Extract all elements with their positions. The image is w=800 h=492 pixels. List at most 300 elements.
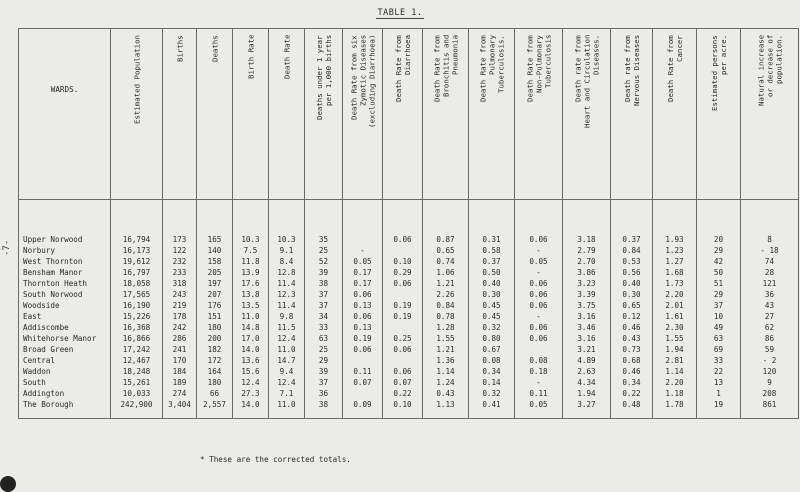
spacer-cell [653,410,697,419]
value-cell: 242,900 [111,399,163,410]
value-cell: 17.0 [233,333,269,344]
value-cell: 1.68 [653,267,697,278]
value-cell: 0.07 [383,377,423,388]
value-cell: 3.75 [563,300,611,311]
value-cell: 0.40 [469,278,515,289]
value-cell: 0.46 [611,366,653,377]
value-cell: 0.37 [611,234,653,245]
column-header-label: Birth Rate [246,35,255,80]
value-cell: 11.8 [233,256,269,267]
ward-name-cell: West Thornton [19,256,111,267]
value-cell: 0.34 [469,366,515,377]
value-cell: 180 [197,377,233,388]
value-cell: 3.86 [563,267,611,278]
value-cell: 11.4 [269,300,305,311]
value-cell: 0.06 [515,322,563,333]
value-cell: 16,866 [111,333,163,344]
column-header-label: Death Rate [282,35,291,80]
value-cell: 13.5 [233,300,269,311]
value-cell: 0.06 [383,344,423,355]
value-cell: 1.36 [423,355,469,366]
value-cell: - [515,377,563,388]
value-cell: 0.17 [343,278,383,289]
value-cell: 241 [163,344,197,355]
spacer-cell [423,410,469,419]
value-cell: 10.3 [233,234,269,245]
table-row [19,399,799,410]
value-cell: 74 [741,256,799,267]
column-header-label: Death Rate from Bronchitis and Pneumonia [432,35,459,102]
table-row [19,333,799,344]
value-cell [343,388,383,399]
spacer-cell [515,410,563,419]
ward-name-cell: Central [19,355,111,366]
ward-name-cell: Upper Norwood [19,234,111,245]
value-cell: - [515,311,563,322]
value-cell: 0.25 [383,333,423,344]
value-cell: 0.11 [515,388,563,399]
value-cell: 176 [197,300,233,311]
value-cell: 0.06 [515,289,563,300]
value-cell: 1.28 [423,322,469,333]
value-cell: 16,797 [111,267,163,278]
value-cell: 37 [305,300,343,311]
value-cell: 0.05 [343,256,383,267]
value-cell: 232 [163,256,197,267]
column-header [653,29,697,200]
spacer-cell [111,410,163,419]
table-row [19,256,799,267]
column-header [563,29,611,200]
value-cell: 200 [197,333,233,344]
spacer-cell [383,200,423,235]
value-cell: 33 [305,322,343,333]
value-cell [383,245,423,256]
value-cell: 2.70 [563,256,611,267]
spacer-cell [197,200,233,235]
value-cell: 0.07 [343,377,383,388]
value-cell: 0.65 [423,245,469,256]
value-cell: 2.26 [423,289,469,300]
value-cell: 286 [163,333,197,344]
value-cell: 1.06 [423,267,469,278]
ward-name-cell: Bensham Manor [19,267,111,278]
value-cell: 16,173 [111,245,163,256]
value-cell: 0.65 [611,300,653,311]
spacer-cell [563,410,611,419]
table-row [19,388,799,399]
value-cell: 15,226 [111,311,163,322]
value-cell: 0.22 [611,388,653,399]
value-cell: 0.30 [469,289,515,300]
column-header-label: Death Rate from six Zymotic Diseases (excluding Diarrhoea) [349,35,376,129]
value-cell: - 18 [741,245,799,256]
value-cell: 63 [305,333,343,344]
value-cell: 66 [197,388,233,399]
table-row [19,278,799,289]
value-cell: 0.53 [611,256,653,267]
value-cell: 1.93 [653,234,697,245]
value-cell: 164 [197,366,233,377]
value-cell: 18,058 [111,278,163,289]
value-cell: 2.81 [653,355,697,366]
value-cell: 2.79 [563,245,611,256]
column-header-label: Deaths [210,35,219,62]
value-cell: 1.27 [653,256,697,267]
spacer-cell [741,410,799,419]
value-cell: 1.21 [423,278,469,289]
table-row [19,377,799,388]
value-cell: 3.21 [563,344,611,355]
value-cell: 205 [197,267,233,278]
value-cell: 0.45 [469,300,515,311]
value-cell: 184 [163,366,197,377]
spacer-cell [343,410,383,419]
value-cell: 29 [697,289,741,300]
value-cell: 10,033 [111,388,163,399]
value-cell: 0.17 [343,267,383,278]
spacer-cell [19,200,111,235]
table-row [19,289,799,300]
value-cell: 0.06 [515,333,563,344]
value-cell: 12.3 [269,289,305,300]
column-header-label: Natural increase or decrease of population. [756,35,783,107]
value-cell: 207 [197,289,233,300]
value-cell: 1.55 [653,333,697,344]
value-cell: 0.06 [383,278,423,289]
value-cell: 0.43 [611,333,653,344]
value-cell [383,322,423,333]
bottom-pad-row [19,410,799,419]
value-cell: 16,794 [111,234,163,245]
spacer-cell [233,200,269,235]
value-cell: 0.06 [515,234,563,245]
spacer-cell [515,200,563,235]
value-cell: 14.7 [269,355,305,366]
value-cell: 318 [163,278,197,289]
ward-name-cell: Norbury [19,245,111,256]
value-cell: 0.06 [515,278,563,289]
value-cell: 178 [163,311,197,322]
value-cell: 37 [697,300,741,311]
value-cell: 0.22 [383,388,423,399]
value-cell: 7.1 [269,388,305,399]
spacer-cell [383,410,423,419]
value-cell: 0.68 [611,355,653,366]
value-cell: 29 [697,245,741,256]
value-cell: 52 [305,256,343,267]
value-cell: 37 [305,377,343,388]
value-cell: 121 [741,278,799,289]
value-cell: 14.0 [233,399,269,410]
value-cell: 39 [305,366,343,377]
spacer-cell [269,200,305,235]
value-cell: 2.63 [563,366,611,377]
value-cell: 25 [305,344,343,355]
spacer-cell [653,200,697,235]
value-cell: 197 [197,278,233,289]
value-cell: 0.06 [383,234,423,245]
ward-name-cell: Addington [19,388,111,399]
value-cell: 0.19 [383,300,423,311]
value-cell: 0.06 [515,300,563,311]
spacer-cell [343,200,383,235]
value-cell [343,355,383,366]
value-cell: 0.13 [343,322,383,333]
spacer-cell [469,410,515,419]
value-cell: 11.0 [233,311,269,322]
value-cell: 4.34 [563,377,611,388]
value-cell: 0.40 [611,278,653,289]
value-cell: 3.16 [563,311,611,322]
value-cell: 36 [305,388,343,399]
value-cell: 2.20 [653,377,697,388]
value-cell: 29 [305,355,343,366]
value-cell: 19 [697,399,741,410]
value-cell [515,344,563,355]
table-row [19,322,799,333]
value-cell: 7.5 [233,245,269,256]
value-cell: 1.18 [653,388,697,399]
value-cell: 3.39 [563,289,611,300]
column-header [305,29,343,200]
column-header [197,29,233,200]
value-cell: 9.4 [269,366,305,377]
value-cell: 274 [163,388,197,399]
value-cell: 13.8 [233,289,269,300]
value-cell [343,234,383,245]
column-header [423,29,469,200]
ward-name-cell: Whitehorse Manor [19,333,111,344]
value-cell: 11.0 [269,344,305,355]
value-cell: 0.48 [611,399,653,410]
table-row [19,355,799,366]
value-cell: 12,467 [111,355,163,366]
column-header [741,29,799,200]
value-cell: 0.41 [469,399,515,410]
table-title [0,8,800,18]
vital-statistics-table [18,28,799,419]
value-cell: 11.5 [269,322,305,333]
value-cell: 182 [197,344,233,355]
column-header [163,29,197,200]
ward-name-cell: Woodside [19,300,111,311]
value-cell: 62 [741,322,799,333]
value-cell: 22 [697,366,741,377]
value-cell: 50 [697,267,741,278]
value-cell: 0.32 [469,388,515,399]
spacer-cell [423,200,469,235]
value-cell: 2.30 [653,322,697,333]
value-cell: 0.87 [423,234,469,245]
value-cell: 12.8 [269,267,305,278]
value-cell: 0.37 [469,256,515,267]
value-cell: 0.10 [383,256,423,267]
value-cell: 0.06 [383,366,423,377]
spacer-cell [305,410,343,419]
value-cell: 2,557 [197,399,233,410]
value-cell: 3.23 [563,278,611,289]
column-header [233,29,269,200]
value-cell: 0.46 [611,322,653,333]
value-cell: 25 [305,245,343,256]
value-cell: 27 [741,311,799,322]
table-title-text: TABLE 1. [377,8,423,18]
value-cell: 35 [305,234,343,245]
value-cell: 208 [741,388,799,399]
value-cell: 1.55 [423,333,469,344]
footnote: * These are the corrected totals. [200,455,351,464]
value-cell: 0.06 [343,344,383,355]
spacer-cell [163,410,197,419]
value-cell: 4.89 [563,355,611,366]
value-cell: 0.05 [515,399,563,410]
column-header [383,29,423,200]
value-cell: 1 [697,388,741,399]
value-cell [383,355,423,366]
column-header-label: Death Rate from Pulmonary Tuberculosis. [478,35,505,102]
value-cell: 1.61 [653,311,697,322]
value-cell: 242 [163,322,197,333]
column-header [469,29,515,200]
value-cell: 3.16 [563,333,611,344]
value-cell: 13.9 [233,267,269,278]
value-cell: 0.06 [343,311,383,322]
column-header-label: WARDS. [50,85,79,94]
spacer-cell [563,200,611,235]
value-cell: 0.34 [611,377,653,388]
ward-name-cell: The Borough [19,399,111,410]
ward-name-cell: Waddon [19,366,111,377]
value-cell: 18,248 [111,366,163,377]
value-cell: 16,190 [111,300,163,311]
value-cell: - [515,245,563,256]
ward-name-cell: Thornton Heath [19,278,111,289]
spacer-cell [197,410,233,419]
value-cell: 0.73 [611,344,653,355]
value-cell: 15,261 [111,377,163,388]
column-header [611,29,653,200]
value-cell: 69 [697,344,741,355]
value-cell: 189 [163,377,197,388]
column-header-label: Estimated persons per acre. [709,35,728,111]
column-header-label: Estimated Population [132,35,141,124]
value-cell: 1.14 [653,366,697,377]
spacer-cell [305,200,343,235]
spacer-cell [697,200,741,235]
value-cell: 1.24 [423,377,469,388]
column-header-label: Death Rate from Diarrhoea [393,35,412,102]
spacer-cell [469,200,515,235]
value-cell: 1.21 [423,344,469,355]
spacer-cell [611,410,653,419]
value-cell: 11.4 [269,278,305,289]
value-cell: 3,404 [163,399,197,410]
value-cell: 34 [305,311,343,322]
value-cell: 17,565 [111,289,163,300]
value-cell: 11.0 [269,399,305,410]
column-header-label: Death Rate from Cancer [665,35,684,102]
column-header-label: Deaths under 1 year per 1,000 births [314,35,333,120]
table-row [19,267,799,278]
value-cell: 14.8 [233,322,269,333]
value-cell: 15.6 [233,366,269,377]
ward-name-cell: Addiscombe [19,322,111,333]
spacer-cell [611,200,653,235]
value-cell: 140 [197,245,233,256]
column-header [515,29,563,200]
value-cell: 37 [305,289,343,300]
value-cell: 13 [697,377,741,388]
value-cell: 42 [697,256,741,267]
value-cell: 12.4 [233,377,269,388]
value-cell: 8.4 [269,256,305,267]
column-header-label: Death rate from Heart and Circulation Diseases. [573,35,600,129]
value-cell: 3.46 [563,322,611,333]
ward-name-cell: South [19,377,111,388]
value-cell: 0.19 [343,333,383,344]
value-cell: 38 [305,399,343,410]
value-cell: 17,242 [111,344,163,355]
value-cell: 1.73 [653,278,697,289]
value-cell: 0.14 [469,377,515,388]
value-cell: 0.84 [611,245,653,256]
table-row [19,245,799,256]
value-cell: 12.4 [269,377,305,388]
page-number: -7- [2,239,12,256]
value-cell: 0.50 [469,267,515,278]
spacer-cell [233,410,269,419]
value-cell: 19,612 [111,256,163,267]
value-cell: 120 [741,366,799,377]
value-cell: 861 [741,399,799,410]
value-cell: 16,368 [111,322,163,333]
value-cell: 38 [305,278,343,289]
value-cell: 0.80 [469,333,515,344]
ward-name-cell: East [19,311,111,322]
value-cell: 20 [697,234,741,245]
value-cell: 0.43 [423,388,469,399]
ward-name-cell: South Norwood [19,289,111,300]
value-cell: 170 [163,355,197,366]
punch-hole [0,476,16,492]
spacer-cell [269,410,305,419]
column-header [111,29,163,200]
value-cell: 0.19 [383,311,423,322]
value-cell: 180 [197,322,233,333]
spacer-cell [163,200,197,235]
value-cell: 0.67 [469,344,515,355]
value-cell: 1.14 [423,366,469,377]
value-cell: 51 [697,278,741,289]
value-cell: 12.4 [269,333,305,344]
value-cell: 1.78 [653,399,697,410]
value-cell: 151 [197,311,233,322]
value-cell: 0.56 [611,267,653,278]
value-cell: - [343,245,383,256]
table-row [19,366,799,377]
value-cell: 0.08 [515,355,563,366]
value-cell: 0.29 [383,267,423,278]
value-cell: 0.11 [343,366,383,377]
value-cell: 0.09 [343,399,383,410]
value-cell: 9 [741,377,799,388]
value-cell: 0.74 [423,256,469,267]
column-header-label: Death Rate from Non-Pulmonary Tuberculosis [525,35,552,102]
header-row [19,29,799,200]
value-cell: 122 [163,245,197,256]
table-row [19,234,799,245]
